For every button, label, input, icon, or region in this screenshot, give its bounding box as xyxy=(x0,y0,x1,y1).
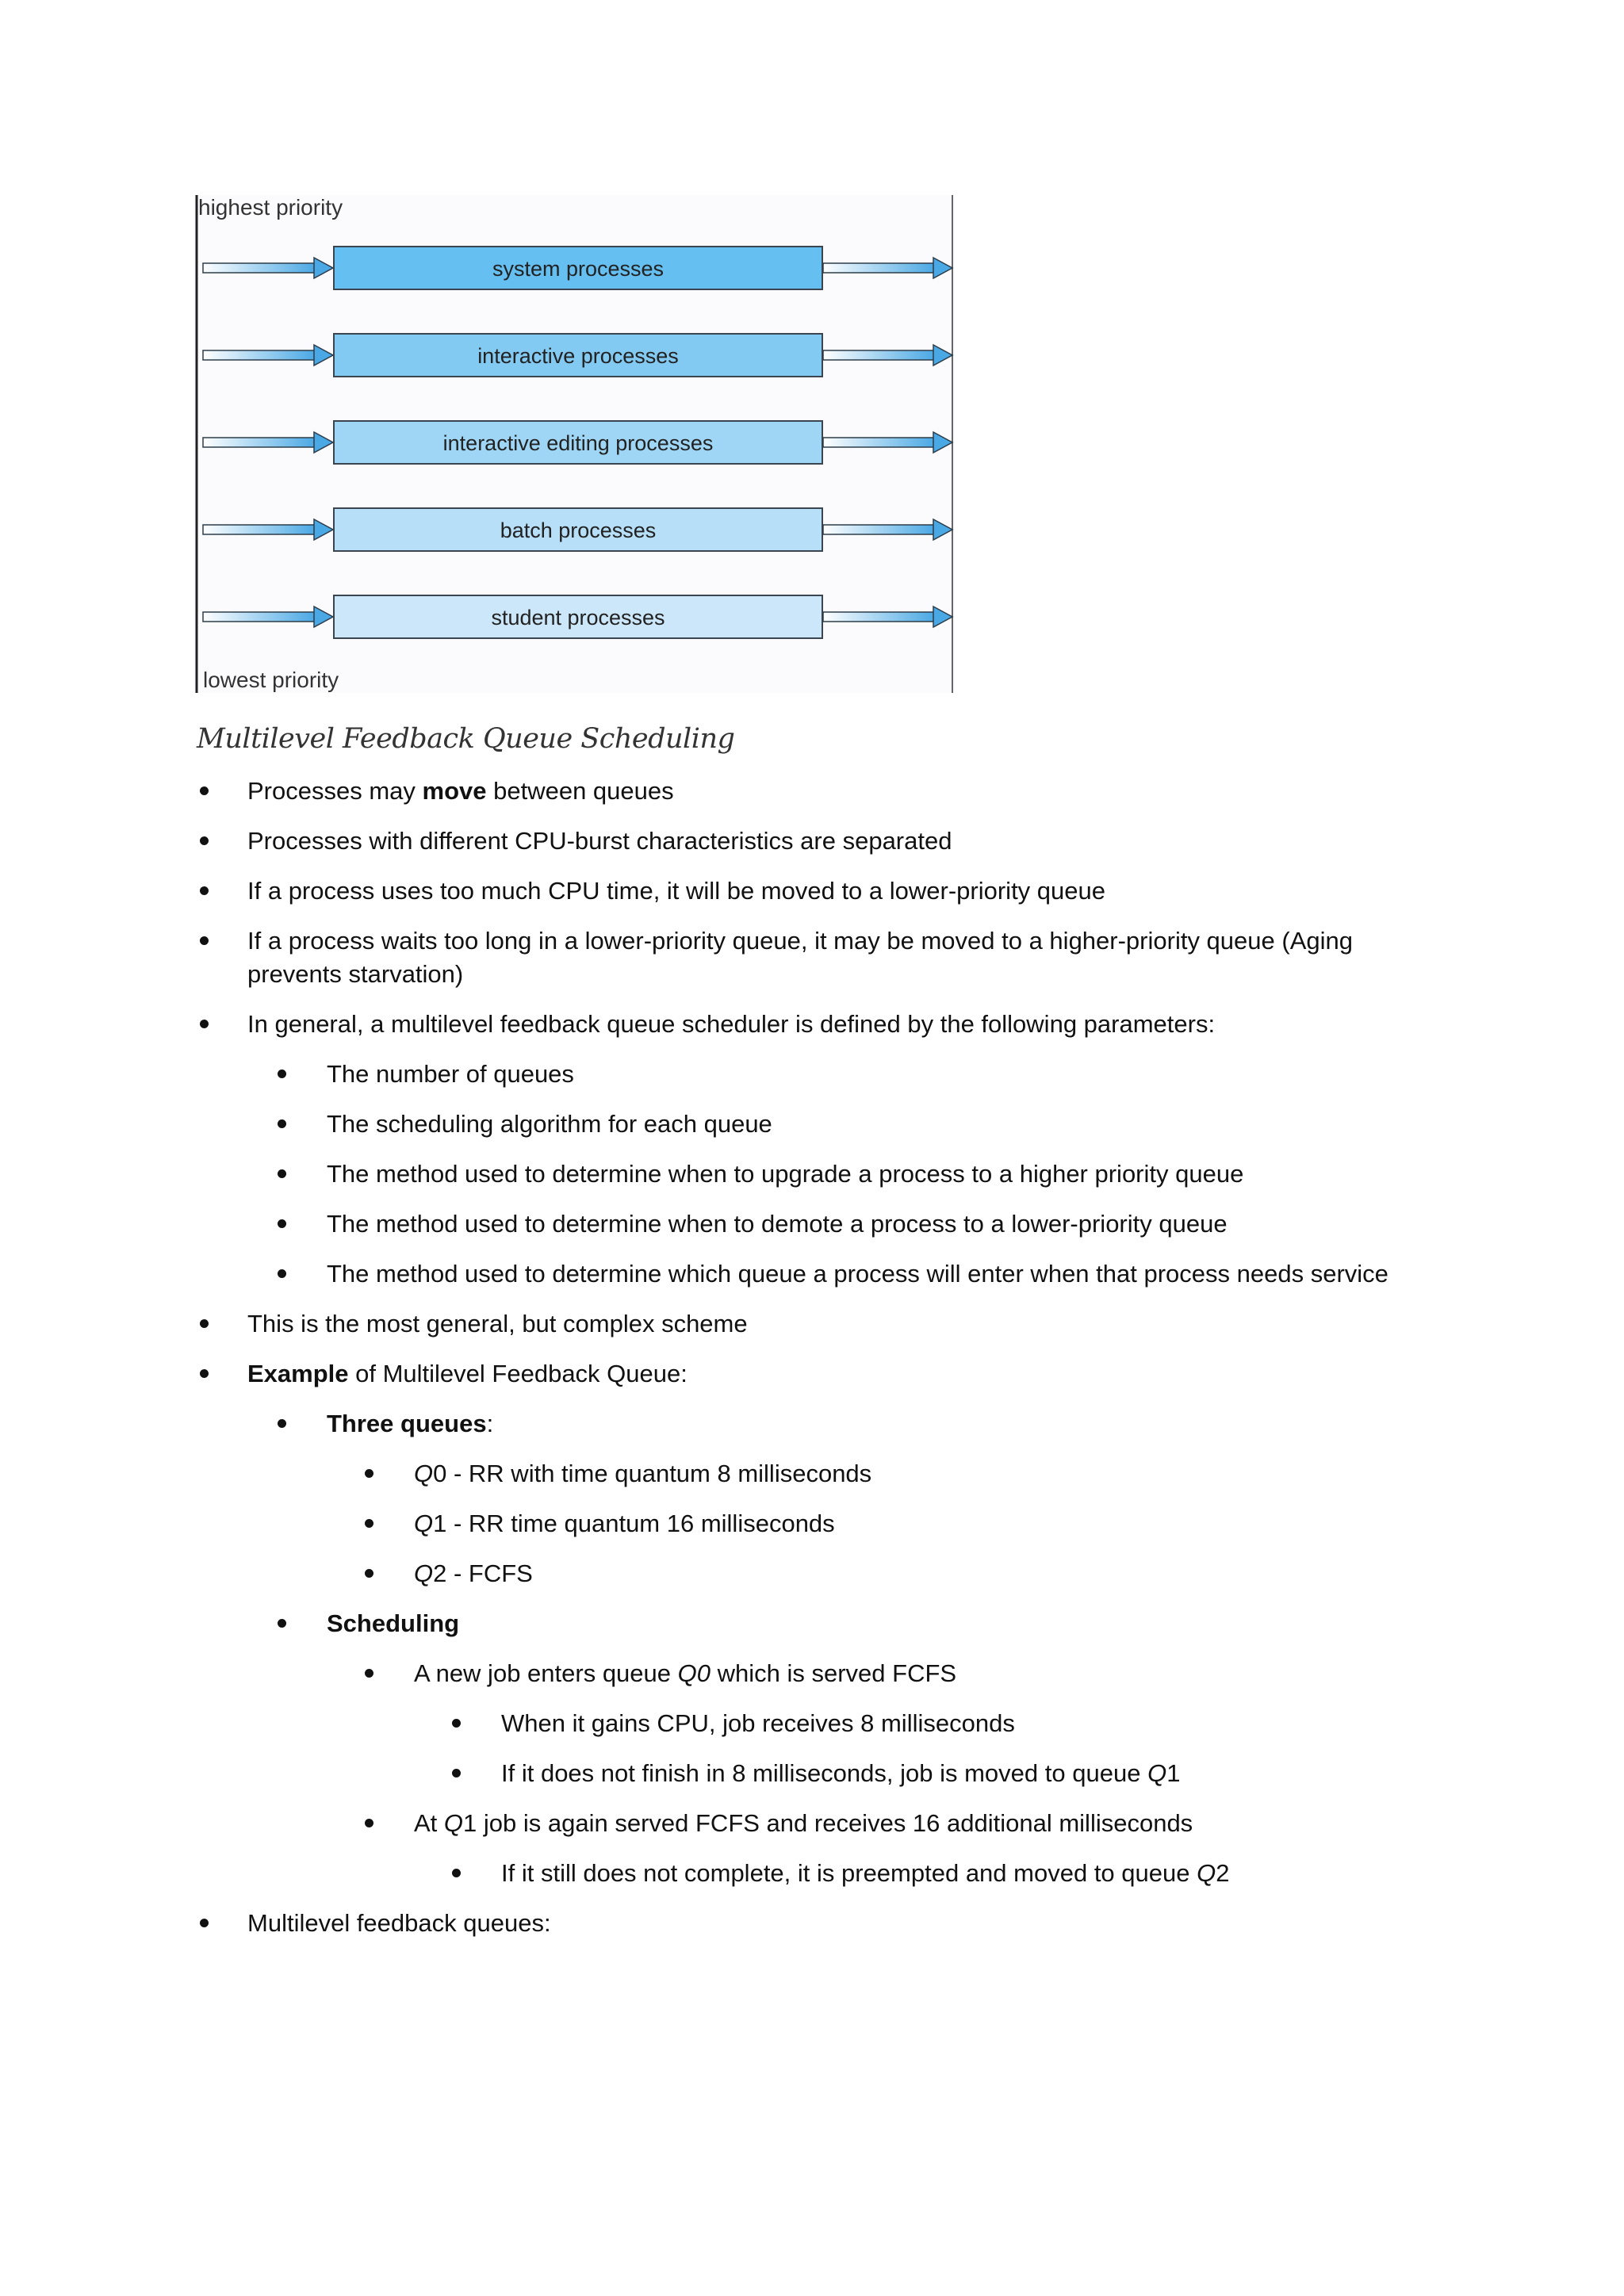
bullet-dot xyxy=(200,1319,209,1328)
schedule-gains-cpu: When it gains CPU, job receives 8 milliseconds xyxy=(501,1709,1015,1737)
bullet-dot xyxy=(452,1719,461,1728)
flow-arrow xyxy=(823,607,952,627)
queue-row xyxy=(203,334,952,377)
bullet-dot xyxy=(365,1569,373,1578)
bullet-dot xyxy=(200,836,209,845)
queue-q0-item: Q0 - RR with time quantum 8 milliseconds xyxy=(414,1460,872,1487)
flow-arrow xyxy=(823,258,952,278)
bullet-too-much-cpu: If a process uses too much CPU time, it will be moved to a lower-priority queue xyxy=(247,877,1106,905)
queue-label: interactive processes xyxy=(477,344,679,368)
bullet-dot xyxy=(278,1619,286,1628)
param-item: The number of queues xyxy=(327,1060,574,1088)
queue-row xyxy=(203,508,952,551)
bullet-dot xyxy=(200,936,209,945)
bullet-dot xyxy=(278,1419,286,1428)
flow-arrow xyxy=(823,519,952,540)
bullet-dot xyxy=(278,1219,286,1228)
flow-arrow xyxy=(203,345,333,365)
flow-arrow xyxy=(203,432,333,453)
bullet-dot xyxy=(278,1169,286,1178)
queue-row xyxy=(203,247,952,289)
bullet-parameters-intro: In general, a multilevel feedback queue scheduler is defined by the following parameters: xyxy=(247,1010,1216,1038)
bullet-dot xyxy=(452,1769,461,1777)
bullet-dot xyxy=(200,1919,209,1927)
param-item: The method used to determine which queue a process will enter when that process needs service xyxy=(327,1260,1388,1288)
bullet-dot xyxy=(365,1469,373,1478)
schedule-moved-q1: If it does not finish in 8 milliseconds, job is moved to queue Q1 xyxy=(501,1759,1181,1787)
bullet-dot xyxy=(365,1819,373,1827)
bullet-dot xyxy=(200,1020,209,1028)
param-item: The scheduling algorithm for each queue xyxy=(327,1110,772,1138)
bullet-aging-line2: prevents starvation) xyxy=(247,960,464,988)
param-item: The method used to determine when to upgrade a process to a higher priority queue xyxy=(327,1160,1244,1188)
flow-arrow xyxy=(823,345,952,365)
queue-row xyxy=(203,595,952,638)
section-heading: Multilevel Feedback Queue Scheduling xyxy=(197,723,735,755)
three-queues-heading: Three queues: xyxy=(327,1410,494,1437)
bullet-dot xyxy=(200,886,209,895)
flow-arrow xyxy=(203,258,333,278)
bullet-general-scheme: This is the most general, but complex scheme xyxy=(247,1310,748,1337)
queue-q1-item: Q1 - RR time quantum 16 milliseconds xyxy=(414,1510,835,1537)
flow-arrow xyxy=(203,519,333,540)
bullet-dot xyxy=(365,1519,373,1528)
bullet-dot xyxy=(278,1269,286,1278)
bullet-dot xyxy=(278,1119,286,1128)
bullet-move-between-queues: Processes may move between queues xyxy=(247,777,674,805)
bullet-dot xyxy=(365,1669,373,1678)
multilevel-queue-diagram xyxy=(193,195,955,693)
bullet-dot xyxy=(452,1869,461,1877)
bullet-dot xyxy=(200,786,209,795)
bullet-dot xyxy=(278,1070,286,1078)
queue-row xyxy=(203,421,952,464)
lowest-priority-label: lowest priority xyxy=(203,668,339,692)
scheduling-heading: Scheduling xyxy=(327,1609,460,1637)
bullet-example: Example of Multilevel Feedback Queue: xyxy=(247,1360,688,1387)
queue-label: system processes xyxy=(492,257,665,281)
schedule-new-job: A new job enters queue Q0 which is served FCFS xyxy=(414,1659,957,1687)
bullet-aging-line1: If a process waits too long in a lower-priority queue, it may be moved to a higher-priority queue (Aging xyxy=(247,927,1353,955)
schedule-moved-q2: If it still does not complete, it is preempted and moved to queue Q2 xyxy=(501,1859,1230,1887)
flow-arrow xyxy=(823,432,952,453)
queue-label: student processes xyxy=(491,606,665,629)
queue-diagram-svg xyxy=(193,195,955,693)
queue-label: interactive editing processes xyxy=(442,431,714,455)
bullet-cpu-burst: Processes with different CPU-burst characteristics are separated xyxy=(247,827,952,855)
bullet-dot xyxy=(200,1369,209,1378)
bullet-multilevel-feedback-queues: Multilevel feedback queues: xyxy=(247,1909,551,1937)
flow-arrow xyxy=(203,607,333,627)
highest-priority-label: highest priority xyxy=(198,195,343,220)
schedule-at-q1: At Q1 job is again served FCFS and receives 16 additional milliseconds xyxy=(414,1809,1193,1837)
param-item: The method used to determine when to demote a process to a lower-priority queue xyxy=(327,1210,1228,1238)
queue-label: batch processes xyxy=(500,519,657,542)
queue-q2-item: Q2 - FCFS xyxy=(414,1559,533,1587)
